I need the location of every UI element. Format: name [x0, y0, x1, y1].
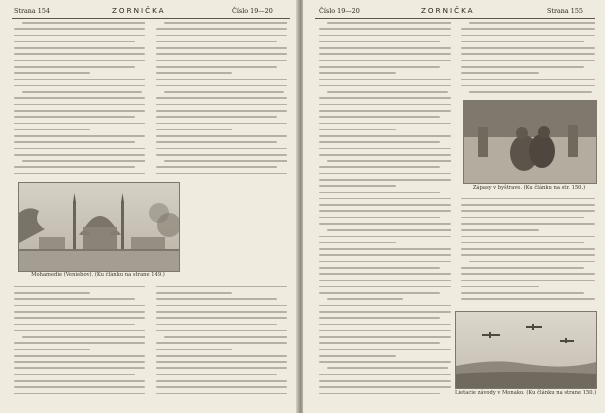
text-line — [156, 393, 287, 395]
text-line — [14, 355, 145, 357]
text-line — [14, 386, 145, 388]
text-line — [319, 361, 451, 363]
right-magazine-title: ZORNIČKA — [421, 6, 475, 15]
text-line — [156, 85, 287, 87]
text-line — [319, 179, 451, 181]
text-line — [14, 305, 145, 307]
text-line — [156, 28, 287, 30]
text-line — [156, 41, 277, 43]
text-line — [461, 204, 595, 206]
text-line — [14, 292, 90, 294]
text-line — [461, 35, 595, 37]
text-line — [156, 355, 287, 357]
text-line — [22, 160, 145, 162]
text-line — [14, 154, 145, 156]
text-line — [469, 22, 595, 24]
text-line — [461, 79, 595, 81]
text-line — [319, 273, 451, 275]
left-issue-number: Číslo 19—20 — [232, 7, 273, 15]
text-line — [461, 198, 595, 200]
text-line — [14, 173, 145, 175]
text-line — [319, 342, 440, 344]
text-line — [319, 223, 451, 225]
text-line — [319, 72, 396, 74]
right-page — [303, 0, 605, 413]
text-line — [319, 380, 451, 382]
text-line — [319, 217, 440, 219]
aviation-photo — [455, 311, 597, 389]
text-line — [327, 160, 451, 162]
text-line — [461, 47, 595, 49]
text-line — [469, 91, 592, 93]
text-line — [461, 280, 595, 282]
text-line — [319, 330, 451, 332]
text-line — [319, 305, 451, 307]
text-line — [164, 91, 285, 93]
text-line — [461, 267, 584, 269]
text-line — [14, 104, 145, 106]
text-line — [319, 236, 451, 238]
text-line — [319, 110, 451, 112]
text-line — [319, 53, 451, 55]
text-line — [156, 380, 287, 382]
text-line — [164, 22, 287, 24]
text-line — [164, 160, 287, 162]
text-line — [461, 28, 595, 30]
text-line — [14, 129, 90, 131]
mosque-caption: Mohamedie (Veniebov). (Ku článku na strane 149.) — [31, 272, 165, 278]
text-line — [461, 85, 595, 87]
text-line — [461, 292, 584, 294]
text-line — [22, 91, 143, 93]
text-line — [14, 330, 145, 332]
text-line — [461, 217, 584, 219]
text-line — [22, 336, 145, 338]
text-line — [14, 53, 145, 55]
text-line — [156, 330, 287, 332]
text-line — [14, 148, 145, 150]
right-issue-number: Číslo 19—20 — [319, 7, 360, 15]
text-line — [156, 135, 287, 137]
text-line — [14, 311, 145, 313]
left-page — [0, 0, 298, 413]
text-line — [14, 116, 135, 118]
text-line — [461, 229, 539, 231]
text-line — [461, 72, 539, 74]
text-line — [156, 53, 287, 55]
text-line — [319, 148, 451, 150]
text-line — [319, 47, 451, 49]
text-line — [319, 280, 451, 282]
text-line — [156, 66, 277, 68]
text-line — [319, 324, 451, 326]
wrestling-photo — [463, 100, 597, 184]
text-line — [156, 349, 232, 351]
text-line — [319, 267, 440, 269]
text-line — [156, 367, 287, 369]
text-line — [319, 374, 451, 376]
text-line — [319, 135, 451, 137]
text-line — [319, 79, 451, 81]
text-line — [319, 317, 440, 319]
aviation-illustration — [456, 312, 596, 388]
text-line — [14, 135, 145, 137]
text-line — [319, 192, 440, 194]
text-line — [156, 47, 287, 49]
text-line — [156, 342, 287, 344]
text-line — [14, 123, 145, 125]
text-line — [14, 298, 135, 300]
text-line — [461, 242, 584, 244]
text-line — [319, 336, 451, 338]
text-line — [319, 242, 396, 244]
left-magazine-title: ZORNIČKA — [112, 6, 166, 15]
text-line — [461, 66, 584, 68]
text-line — [319, 116, 440, 118]
text-line — [14, 79, 145, 81]
mosque-illustration — [19, 183, 179, 271]
text-line — [14, 380, 145, 382]
text-line — [14, 374, 135, 376]
text-line — [14, 41, 135, 43]
text-line — [156, 298, 277, 300]
text-line — [469, 261, 595, 263]
text-line — [327, 367, 448, 369]
text-line — [164, 336, 287, 338]
text-line — [14, 60, 145, 62]
text-line — [14, 85, 145, 87]
text-line — [156, 35, 287, 37]
text-line — [14, 97, 145, 99]
text-line — [22, 22, 145, 24]
text-line — [319, 286, 451, 288]
text-line — [14, 47, 145, 49]
text-line — [327, 298, 404, 300]
text-line — [156, 317, 287, 319]
text-line — [14, 349, 90, 351]
text-line — [319, 28, 451, 30]
text-line — [319, 248, 451, 250]
text-line — [156, 286, 287, 288]
text-line — [319, 292, 440, 294]
text-line — [319, 166, 440, 168]
text-line — [327, 22, 451, 24]
text-line — [14, 166, 135, 168]
text-line — [156, 166, 277, 168]
text-line — [156, 97, 287, 99]
text-line — [319, 393, 440, 395]
text-line — [156, 116, 277, 118]
text-line — [461, 236, 595, 238]
text-line — [14, 141, 135, 143]
text-line — [14, 393, 145, 395]
text-line — [319, 123, 451, 125]
right-page-number: Strana 155 — [547, 7, 583, 15]
right-header-rule — [315, 18, 595, 19]
text-line — [319, 204, 451, 206]
text-line — [156, 292, 232, 294]
text-line — [461, 210, 595, 212]
text-line — [14, 72, 90, 74]
text-line — [156, 305, 287, 307]
text-line — [319, 104, 451, 106]
text-line — [156, 104, 287, 106]
text-line — [319, 141, 440, 143]
text-line — [156, 361, 287, 363]
text-line — [156, 173, 287, 175]
text-line — [14, 324, 135, 326]
text-line — [319, 349, 451, 351]
text-line — [156, 148, 287, 150]
text-line — [319, 66, 440, 68]
text-line — [319, 173, 451, 175]
text-line — [156, 324, 277, 326]
text-line — [156, 386, 287, 388]
aviation-caption: Lietacie závody v Monako. (Ku článku na strane 150.) — [455, 390, 597, 396]
text-line — [156, 72, 232, 74]
text-line — [14, 317, 145, 319]
text-line — [319, 154, 451, 156]
mosque-photo — [18, 182, 180, 272]
text-line — [461, 53, 595, 55]
text-line — [461, 60, 595, 62]
text-line — [319, 254, 451, 256]
wrestling-illustration — [464, 101, 596, 183]
text-line — [461, 273, 595, 275]
text-line — [319, 41, 440, 43]
text-line — [327, 229, 451, 231]
text-line — [14, 66, 135, 68]
text-line — [156, 311, 287, 313]
text-line — [319, 60, 451, 62]
text-line — [461, 248, 595, 250]
text-line — [14, 28, 145, 30]
text-line — [14, 361, 145, 363]
text-line — [461, 254, 595, 256]
text-line — [14, 342, 145, 344]
text-line — [461, 298, 595, 300]
text-line — [156, 79, 287, 81]
text-line — [327, 91, 448, 93]
text-line — [319, 97, 451, 99]
text-line — [156, 141, 277, 143]
text-line — [14, 286, 145, 288]
right-column-1 — [319, 22, 451, 406]
wrestling-caption: Zápasy v byštrave. (Ku článku na str. 150.) — [472, 185, 586, 191]
text-line — [156, 154, 287, 156]
text-line — [319, 185, 396, 187]
text-line — [14, 35, 145, 37]
text-line — [319, 210, 451, 212]
left-page-number: Strana 154 — [14, 7, 50, 15]
text-line — [319, 386, 451, 388]
text-line — [156, 110, 287, 112]
text-line — [461, 286, 539, 288]
text-line — [319, 355, 396, 357]
text-line — [319, 129, 396, 131]
text-line — [156, 129, 232, 131]
text-line — [319, 35, 451, 37]
left-header-rule — [12, 18, 290, 19]
text-line — [156, 60, 287, 62]
text-line — [461, 223, 595, 225]
text-line — [319, 261, 451, 263]
text-line — [319, 198, 451, 200]
text-line — [461, 41, 584, 43]
text-line — [319, 311, 451, 313]
text-line — [14, 110, 145, 112]
text-line — [156, 123, 287, 125]
text-line — [319, 85, 451, 87]
text-line — [156, 374, 277, 376]
text-line — [14, 367, 145, 369]
